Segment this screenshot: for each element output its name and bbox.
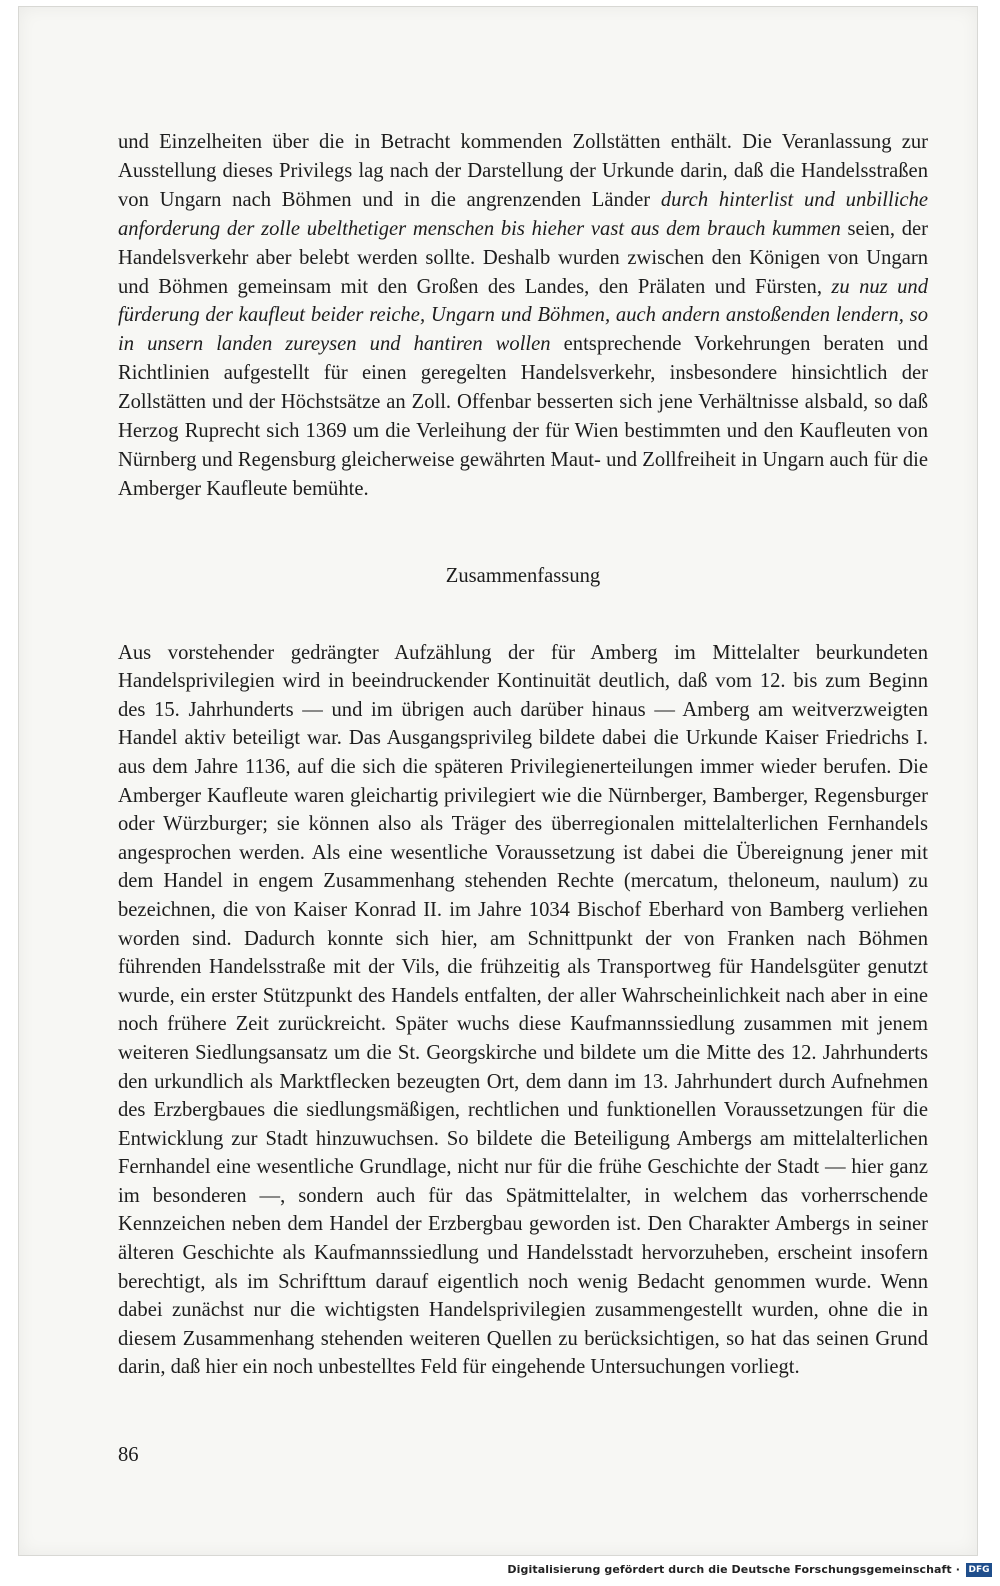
page-number: 86 [118, 1444, 139, 1466]
body-text-continuation [118, 128, 928, 504]
quoted-document-text: durch hinterlist und unbilliche anforderung der zolle ubelthetiger menschen bis hieher vast aus dem brauch kummen [118, 188, 929, 240]
dfg-logo: DFG [966, 1563, 992, 1577]
paragraph-text: und Einzelheiten über die in Betracht kommenden Zollstätten enthält. Die Veranlassung zur Ausstellung dieses Privilegs lag nach der Darstellung der Urkunde darin, daß die Handelsstraßen von Ungarn nach Böhmen und in die angrenzenden Länder [118, 131, 928, 211]
summary-text: Aus vorstehender gedrängter Aufzählung der für Amberg im Mittelalter beurkundeten Handelsprivilegien wird in beeindruckender Kontinuität deutlich, daß vom 12. bis zum Beginn des 15. Jahrhunderts — und im übrigen auch darüber hinaus — Amberg am weitverzweigten Handel aktiv beteiligt war. Das Ausgangsprivileg bildete dabei die Urkunde Kaiser Friedrichs I. aus dem Jahre 1136, auf die sich die späteren Privilegienerteilungen immer wieder berufen. Die Amberger Kaufleute waren gleichartig privilegiert wie die Nürnberger, Bamberger, Regensburger oder Würzburger; sie können also als Träger des überregionalen mittelalterlichen Fernhandels angesprochen werden. Als eine wesentliche Voraussetzung ist dabei die Übereignung jener mit dem Handel in engem Zusammenhang stehenden Rechte (mercatum, theloneum, naulum) zu bezeichnen, die von Kaiser Konrad II. im Jahre 1034 Bischof Eberhard von Bamberg verliehen worden sind. Dadurch konnte sich hier, am Schnittpunkt der von Franken nach Böhmen führenden Handelsstraße mit der Vils, die frühzeitig als Transportweg für Handelsgüter genutzt wurde, ein erster Stützpunkt des Handels entfalten, der aller Wahrscheinlichkeit nach aber in eine noch frühere Zeit zurückreicht. Später wuchs diese Kaufmannssiedlung zusammen mit jenem weiteren Siedlungsansatz um die St. Georgskirche und bildete um die Mitte des 12. Jahrhunderts den urkundlich als Marktflecken bezeugten Ort, dem dann im 13. Jahrhundert durch Aufnehmen des Erzbergbaues die siedlungsmäßigen, rechtlichen und funktionellen Voraussetzungen für die Entwicklung zur Stadt hinzuwuchsen. So bildete die Beteiligung Ambergs am mittelalterlichen Fernhandel eine wesentliche Grundlage, nicht nur für die frühe Geschichte der Stadt — hier ganz im besonderen —, sondern auch für das Spätmittelalter, in welchem das vorherrschende Kennzeichen neben dem Handel der Erzbergbau geworden ist. Den Charakter Ambergs in seiner älteren Geschichte als Kaufmannssiedlung und Handelsstadt hervorzuheben, erscheint insofern berechtigt, als im Schrifttum darauf eigentlich noch wenig Bedacht genommen wurde. Wenn dabei zunächst nur die wichtigsten Handelsprivilegien zusammengestellt wurden, ohne die in diesem Zusammenhang stehenden weiteren Quellen zu berücksichtigen, so hat das seinen Grund darin, daß hier ein noch unbestelltes Feld für eingehende Untersuchungen vorliegt. [118, 641, 928, 1379]
section-heading: Zusammenfassung [445, 565, 601, 587]
paragraph-text: seien, der Handelsverkehr aber belebt werden sollte. Deshalb wurden zwischen den Königen von Ungarn und Böhmen gemeinsam mit den Großen des Landes, den Prälaten und Fürsten, [118, 217, 928, 298]
digitization-credit: Digitalisierung gefördert durch die Deutsche Forschungsgemeinschaft · [507, 1563, 960, 1576]
summary-paragraph [118, 618, 928, 1403]
paragraph-privileges [118, 128, 928, 504]
paragraph-text: entsprechende Vorkehrungen beraten und Richtlinien aufgestellt für einen geregelten Handelsverkehr, insbesondere hinsichtlich der Zollstätten und der Höchstsätze an Zoll. Offenbar besserten sich jene Verhältnisse alsbald, so daß Herzog Ruprecht sich 1369 um die Verleihung der für Wien bestimmten und den Kaufleuten von Nürnberg und Regensburg gleicherweise gewährten Maut- und Zollfreiheit in Ungarn auch für die Amberger Kaufleute bemühte. [118, 333, 929, 500]
quoted-document-text: zu nuz und fürderung der kaufleut beider reiche, Ungarn und Böhmen, auch andern anstoßenden lendern, so in unsern landen zureysen und hantiren wollen [118, 275, 928, 356]
